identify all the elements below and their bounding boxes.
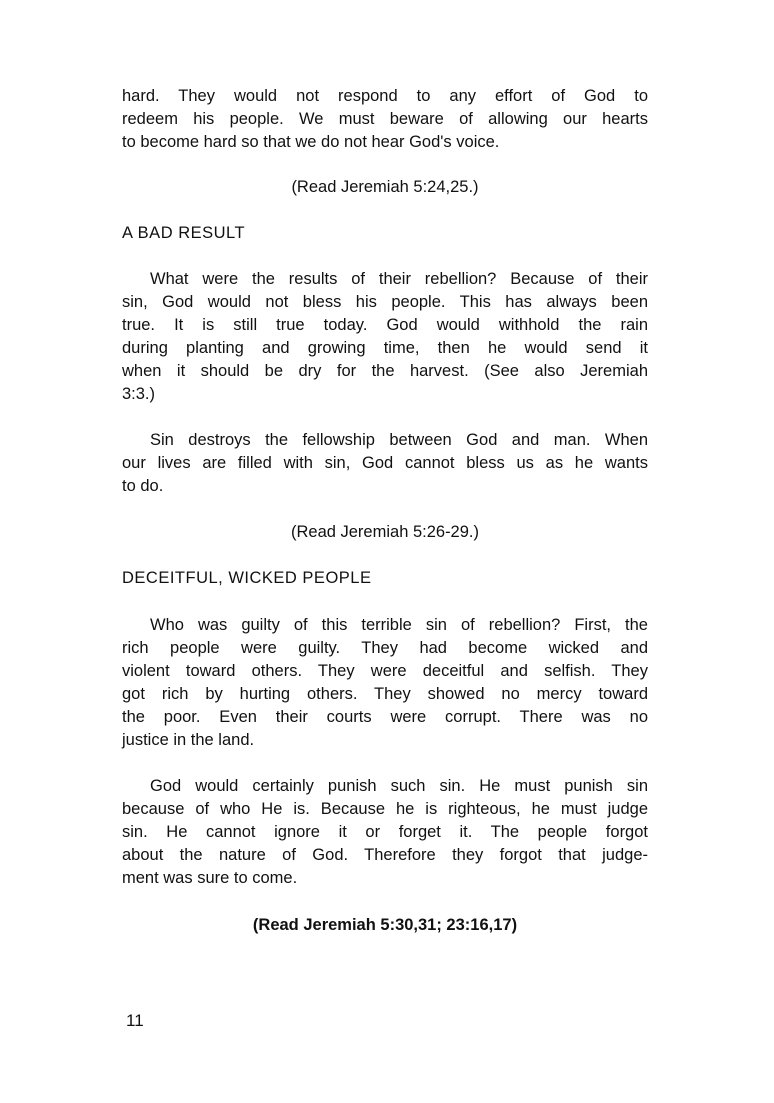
- paragraph-5: [122, 775, 648, 890]
- text-line: about the nature of God. Therefore they forgot that judge-: [122, 846, 648, 864]
- text-line: God would certainly punish such sin. He must punish sin: [150, 777, 648, 795]
- text-line: hard. They would not respond to any effort of God to: [122, 87, 648, 105]
- reading-reference-1: (Read Jeremiah 5:24,25.): [291, 178, 479, 196]
- text-line: to do.: [122, 477, 164, 495]
- text-line: What were the results of their rebellion? Because of their: [150, 270, 648, 288]
- text-line: the poor. Even their courts were corrupt. There was no: [122, 708, 648, 726]
- text-line: 3:3.): [122, 385, 156, 403]
- reading-reference-3: (Read Jeremiah 5:30,31; 23:16,17): [252, 916, 518, 934]
- text-line: true. It is still true today. God would withhold the rain: [122, 316, 648, 334]
- text-line: to become hard so that we do not hear God's voice.: [122, 133, 500, 151]
- reading-reference-2: (Read Jeremiah 5:26-29.): [290, 523, 479, 541]
- section-heading-deceitful-people: DECEITFUL, WICKED PEOPLE: [122, 569, 372, 587]
- text-line: sin, God would not bless his people. This has always been: [122, 293, 648, 311]
- text-line: our lives are filled with sin, God cannot bless us as he wants: [122, 454, 648, 472]
- text-line: got rich by hurting others. They showed no mercy toward: [122, 685, 648, 703]
- text-line: redeem his people. We must beware of allowing our hearts: [122, 110, 648, 128]
- text-line: because of who He is. Because he is righteous, he must judge: [122, 800, 648, 818]
- paragraph-2: [122, 268, 648, 406]
- text-line: violent toward others. They were deceitful and selfish. They: [122, 662, 648, 680]
- paragraph-3: [122, 429, 648, 498]
- paragraph-4: [122, 614, 648, 752]
- text-line: ment was sure to come.: [122, 869, 298, 887]
- text-line: justice in the land.: [122, 731, 255, 749]
- text-line: Sin destroys the fellowship between God and man. When: [150, 431, 648, 449]
- text-line: sin. He cannot ignore it or forget it. The people forgot: [122, 823, 648, 841]
- text-line: Who was guilty of this terrible sin of rebellion? First, the: [150, 616, 648, 634]
- text-line: during planting and growing time, then he would send it: [122, 339, 648, 357]
- text-line: when it should be dry for the harvest. (See also Jeremiah: [122, 362, 648, 380]
- page-number: 11: [126, 1011, 144, 1030]
- section-heading-bad-result: A BAD RESULT: [122, 224, 246, 242]
- paragraph-1: [122, 85, 648, 154]
- text-line: rich people were guilty. They had become wicked and: [122, 639, 648, 657]
